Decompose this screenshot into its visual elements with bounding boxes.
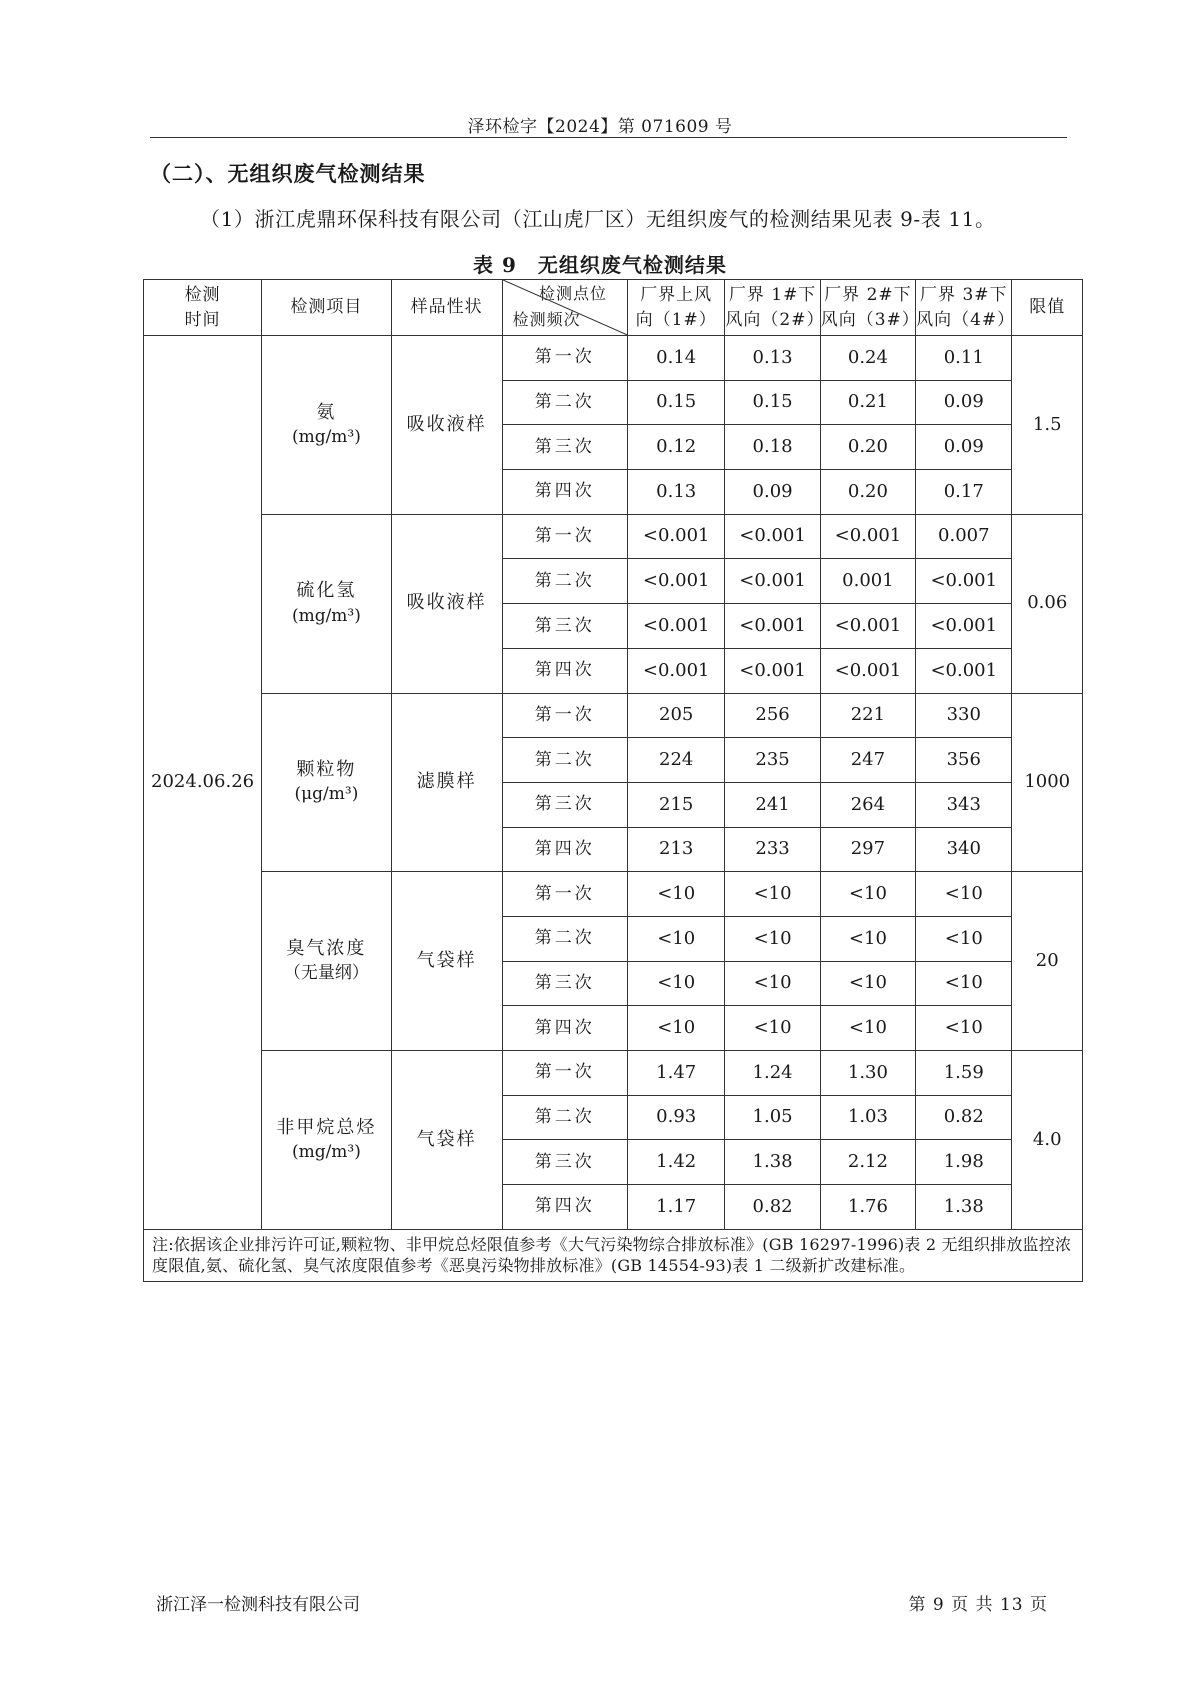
value-cell: 297	[820, 827, 915, 872]
header-point-4: 厂界 3#下 风向（4#）	[916, 280, 1012, 336]
value-cell: <10	[916, 916, 1012, 961]
value-cell: <0.001	[725, 559, 820, 604]
value-cell: 1.30	[820, 1051, 915, 1096]
intro-paragraph: （1）浙江虎鼎环保科技有限公司（江山虎厂区）无组织废气的检测结果见表 9-表 11。	[200, 207, 996, 231]
header-point-2: 厂界 1#下 风向（2#）	[725, 280, 820, 336]
frequency-cell: 第一次	[502, 1051, 627, 1096]
table-title: 表 9 无组织废气检测结果	[473, 253, 727, 277]
sample-type-cell: 气袋样	[391, 1051, 502, 1230]
value-cell: <0.001	[627, 559, 724, 604]
item-name: 非甲烷总烃	[276, 1116, 377, 1138]
frequency-cell: 第三次	[502, 604, 627, 649]
item-name: 氨	[316, 401, 337, 423]
value-cell: <0.001	[725, 514, 820, 559]
value-cell: <0.001	[627, 514, 724, 559]
frequency-cell: 第一次	[502, 872, 627, 917]
frequency-cell: 第二次	[502, 559, 627, 604]
item-unit: (mg/m³)	[291, 605, 361, 626]
frequency-cell: 第四次	[502, 648, 627, 693]
value-cell: 0.18	[725, 425, 820, 470]
frequency-cell: 第三次	[502, 782, 627, 827]
item-name: 硫化氢	[296, 580, 357, 602]
value-cell: 1.47	[627, 1051, 724, 1096]
test-item-cell	[262, 514, 392, 693]
value-cell: 0.14	[627, 336, 724, 381]
value-cell: <0.001	[820, 604, 915, 649]
header-point-label: 检测点位	[538, 284, 607, 303]
value-cell: 0.09	[916, 380, 1012, 425]
limit-cell: 4.0	[1012, 1051, 1083, 1230]
value-cell: <0.001	[725, 604, 820, 649]
value-cell: <10	[627, 961, 724, 1006]
frequency-cell: 第四次	[502, 1185, 627, 1230]
value-cell: 1.38	[725, 1140, 820, 1185]
sample-type-cell: 滤膜样	[391, 693, 502, 872]
item-name: 颗粒物	[296, 759, 357, 781]
test-item-cell	[262, 693, 392, 872]
value-cell: 1.98	[916, 1140, 1012, 1185]
test-item-cell	[262, 1051, 392, 1230]
frequency-cell: 第三次	[502, 1140, 627, 1185]
section-title: （二）、无组织废气检测结果	[150, 161, 426, 186]
value-cell: 0.20	[820, 470, 915, 515]
value-cell: <0.001	[627, 648, 724, 693]
value-cell: 0.93	[627, 1095, 724, 1140]
header-time: 检测 时间	[144, 280, 262, 336]
frequency-cell: 第一次	[502, 336, 627, 381]
value-cell: <0.001	[820, 514, 915, 559]
frequency-cell: 第一次	[502, 693, 627, 738]
header-item: 检测项目	[262, 280, 392, 336]
frequency-cell: 第二次	[502, 1095, 627, 1140]
frequency-cell: 第四次	[502, 1006, 627, 1051]
header-divider	[150, 137, 1067, 138]
item-unit: (μg/m³)	[294, 784, 359, 805]
value-cell: <10	[916, 872, 1012, 917]
value-cell: 256	[725, 693, 820, 738]
frequency-cell: 第一次	[502, 514, 627, 559]
value-cell: <0.001	[627, 604, 724, 649]
value-cell: 1.05	[725, 1095, 820, 1140]
value-cell: 0.17	[916, 470, 1012, 515]
value-cell: <10	[820, 961, 915, 1006]
value-cell: 235	[725, 738, 820, 783]
test-item-cell	[262, 872, 392, 1051]
frequency-cell: 第三次	[502, 425, 627, 470]
value-cell: 1.38	[916, 1185, 1012, 1230]
value-cell: 213	[627, 827, 724, 872]
value-cell: 224	[627, 738, 724, 783]
sample-type-cell: 吸收液样	[391, 514, 502, 693]
frequency-cell: 第二次	[502, 380, 627, 425]
value-cell: 233	[725, 827, 820, 872]
value-cell: 0.09	[725, 470, 820, 515]
table-row	[144, 693, 1083, 738]
table-note: 注:依据该企业排污许可证,颗粒物、非甲烷总烃限值参考《大气污染物综合排放标准》(GB 16297-1996)表 2 无组织排放监控浓度限值,氨、硫化氢、臭气浓度限值参考《恶臭污染物排放标准》(GB 14554-93)表 1 二级新扩改建标准。	[144, 1229, 1083, 1281]
value-cell: <10	[916, 1006, 1012, 1051]
value-cell: 343	[916, 782, 1012, 827]
footer-page-number: 第 9 页 共 13 页	[908, 1595, 1048, 1615]
value-cell: 0.15	[725, 380, 820, 425]
value-cell: 205	[627, 693, 724, 738]
item-unit: （无量纲）	[283, 963, 369, 984]
value-cell: 1.76	[820, 1185, 915, 1230]
value-cell: <10	[627, 916, 724, 961]
frequency-cell: 第四次	[502, 827, 627, 872]
value-cell: 0.13	[725, 336, 820, 381]
value-cell: 1.03	[820, 1095, 915, 1140]
value-cell: <0.001	[820, 648, 915, 693]
value-cell: 356	[916, 738, 1012, 783]
table-row	[144, 336, 1083, 381]
test-date-cell: 2024.06.26	[144, 336, 262, 1230]
limit-cell: 1000	[1012, 693, 1083, 872]
table-row	[144, 872, 1083, 917]
header-diagonal-cell	[502, 280, 627, 336]
limit-cell: 0.06	[1012, 514, 1083, 693]
report-number-header: 泽环检字【2024】第 071609 号	[467, 117, 733, 137]
value-cell: 1.17	[627, 1185, 724, 1230]
header-point-1: 厂界上风 向（1#）	[627, 280, 724, 336]
limit-cell: 20	[1012, 872, 1083, 1051]
value-cell: 264	[820, 782, 915, 827]
value-cell: <10	[725, 916, 820, 961]
item-unit: (mg/m³)	[291, 426, 361, 447]
value-cell: <10	[627, 872, 724, 917]
frequency-cell: 第三次	[502, 961, 627, 1006]
value-cell: 0.82	[725, 1185, 820, 1230]
item-unit: (mg/m³)	[291, 1141, 361, 1162]
test-item-cell	[262, 336, 392, 515]
value-cell: 215	[627, 782, 724, 827]
value-cell: 0.007	[916, 514, 1012, 559]
value-cell: <0.001	[725, 648, 820, 693]
value-cell: 1.24	[725, 1051, 820, 1096]
value-cell: 0.11	[916, 336, 1012, 381]
value-cell: <10	[820, 1006, 915, 1051]
table-row	[144, 514, 1083, 559]
header-point-3: 厂界 2#下 风向（3#）	[820, 280, 915, 336]
value-cell: 0.24	[820, 336, 915, 381]
value-cell: 0.15	[627, 380, 724, 425]
value-cell: 241	[725, 782, 820, 827]
frequency-cell: 第二次	[502, 916, 627, 961]
frequency-cell: 第二次	[502, 738, 627, 783]
value-cell: <10	[820, 872, 915, 917]
value-cell: 247	[820, 738, 915, 783]
value-cell: 0.001	[820, 559, 915, 604]
table-row	[144, 1051, 1083, 1096]
value-cell: <10	[725, 872, 820, 917]
value-cell: 330	[916, 693, 1012, 738]
value-cell: <10	[725, 1006, 820, 1051]
value-cell: 1.42	[627, 1140, 724, 1185]
header-frequency-label: 检测频次	[512, 310, 581, 330]
value-cell: <0.001	[916, 648, 1012, 693]
value-cell: 0.82	[916, 1095, 1012, 1140]
value-cell: 221	[820, 693, 915, 738]
header-sample: 样品性状	[391, 280, 502, 336]
value-cell: <10	[627, 1006, 724, 1051]
sample-type-cell: 吸收液样	[391, 336, 502, 515]
footer-company: 浙江泽一检测科技有限公司	[156, 1595, 360, 1615]
value-cell: 1.59	[916, 1051, 1012, 1096]
value-cell: 2.12	[820, 1140, 915, 1185]
value-cell: <10	[916, 961, 1012, 1006]
item-name: 臭气浓度	[286, 937, 367, 959]
sample-type-cell: 气袋样	[391, 872, 502, 1051]
value-cell: <10	[820, 916, 915, 961]
value-cell: 0.12	[627, 425, 724, 470]
frequency-cell: 第四次	[502, 470, 627, 515]
header-limit: 限值	[1012, 280, 1083, 336]
value-cell: 0.20	[820, 425, 915, 470]
note-row	[144, 1229, 1083, 1281]
value-cell: <0.001	[916, 559, 1012, 604]
limit-cell: 1.5	[1012, 336, 1083, 515]
value-cell: <0.001	[916, 604, 1012, 649]
results-table	[143, 279, 1083, 1282]
value-cell: 0.09	[916, 425, 1012, 470]
header-row	[144, 280, 1083, 336]
value-cell: 0.21	[820, 380, 915, 425]
value-cell: <10	[725, 961, 820, 1006]
value-cell: 340	[916, 827, 1012, 872]
value-cell: 0.13	[627, 470, 724, 515]
